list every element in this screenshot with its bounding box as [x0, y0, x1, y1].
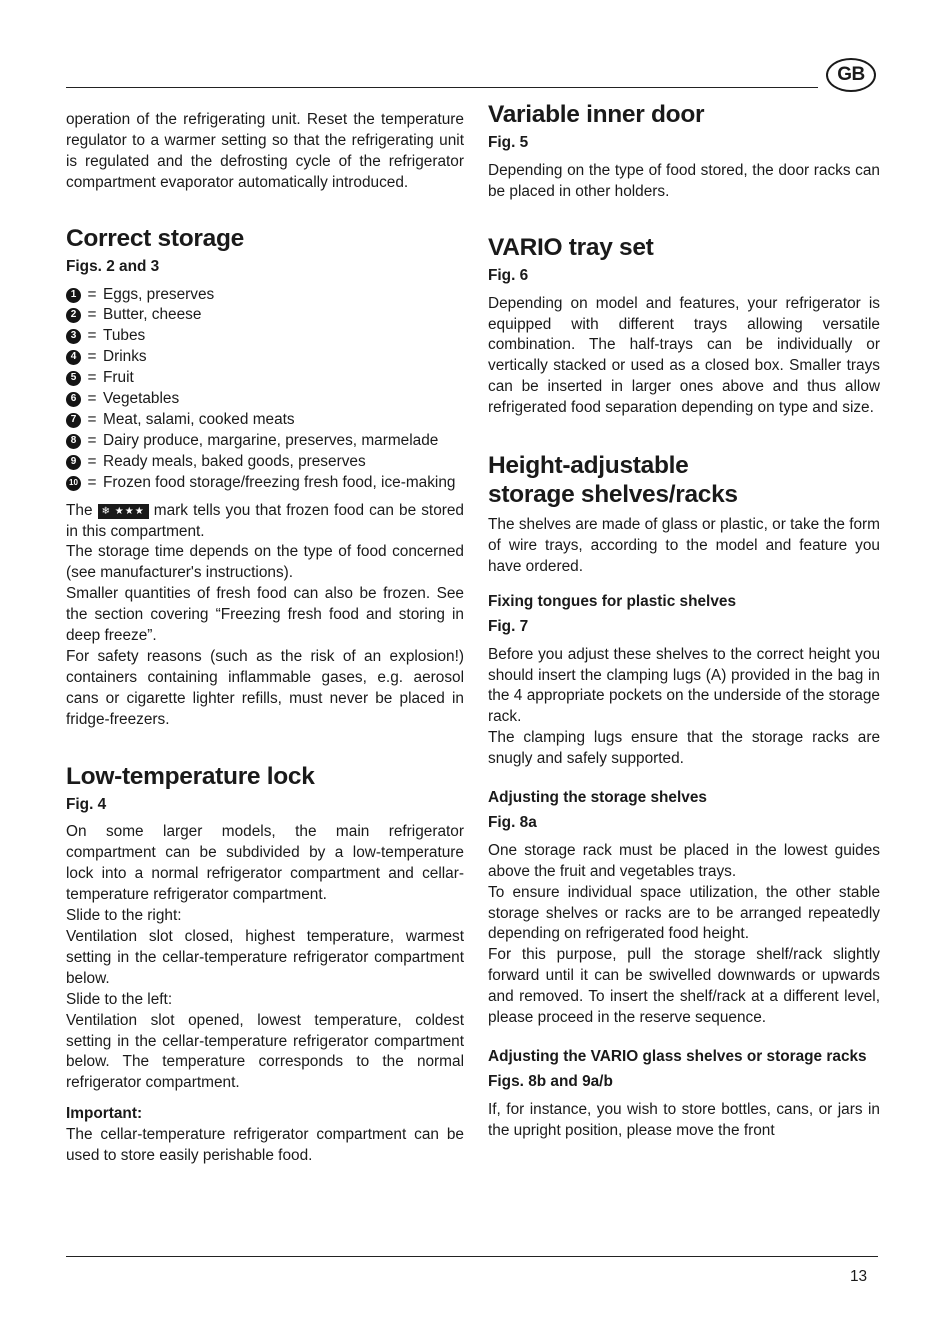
low-temperature-fig: Fig. 4	[66, 795, 107, 813]
legend-item: 1 = Eggs, preserves	[66, 285, 464, 306]
storage-legend	[66, 285, 464, 494]
freezer-mark-paragraph: The ❄ ★★★ mark tells you that frozen food can be stored in this compartment.	[66, 501, 464, 540]
adjusting-vario-text: If, for instance, you wish to store bottles, cans, or jars in the upright position, please move the front	[488, 1100, 880, 1139]
header-rule	[66, 87, 818, 88]
vario-tray-heading: VARIO tray set	[488, 233, 654, 261]
correct-storage-heading: Correct storage	[66, 224, 244, 252]
legend-item: 10 = Frozen food storage/freezing fresh food, ice-making	[66, 473, 464, 494]
right-column	[488, 100, 880, 1142]
smaller-quantities-paragraph: Smaller quantities of fresh food can also be frozen. See the section covering “Freezing fresh food and storing in deep freeze”.	[66, 585, 464, 645]
left-column	[66, 110, 464, 1167]
storage-time-paragraph: The storage time depends on the type of food concerned (see manufacturer's instructions).	[66, 543, 464, 582]
legend-item: 8 = Dairy produce, margarine, preserves, marmelade	[66, 431, 464, 452]
legend-item: 4 = Drinks	[66, 347, 464, 368]
fixing-tongues-p1: Before you adjust these shelves to the correct height you should insert the clamping lugs (A) provided in the bag in the 4 appropriate pockets on the underside of the storage rack.	[488, 645, 880, 726]
four-star-freezer-icon: ❄ ★★★	[98, 504, 149, 519]
important-text: The cellar-temperature refrigerator compartment can be used to store easily perishable food.	[66, 1126, 464, 1165]
footer-rule	[66, 1256, 878, 1257]
number-badge-icon: 8	[66, 434, 81, 449]
important-label: Important:	[66, 1105, 143, 1123]
adjusting-shelves-p3: For this purpose, pull the storage shelf/rack slightly forward until it can be swivelled downwards or upwards and removed. To insert the shelf/rack at a different level, please proceed in the reserve sequence.	[488, 946, 880, 1027]
adjusting-vario-heading: Adjusting the VARIO glass shelves or storage racks	[488, 1048, 867, 1065]
number-badge-icon: 1	[66, 288, 81, 303]
variable-door-heading: Variable inner door	[488, 101, 705, 128]
number-badge-icon: 5	[66, 371, 81, 386]
number-badge-icon: 6	[66, 392, 81, 407]
number-badge-icon: 3	[66, 329, 81, 344]
language-badge: GB	[826, 58, 876, 92]
vario-tray-fig: Fig. 6	[488, 266, 529, 284]
legend-item: 5 = Fruit	[66, 368, 464, 389]
slide-left-label: Slide to the left:	[66, 990, 173, 1008]
height-adjustable-heading-1: Height-adjustable	[488, 452, 689, 480]
slide-right-text: Ventilation slot closed, highest temperature, warmest setting in the cellar-temperature refrigerator compartment below.	[66, 928, 464, 987]
number-badge-icon: 4	[66, 350, 81, 365]
legend-item: 6 = Vegetables	[66, 389, 464, 410]
low-temperature-heading: Low-temperature lock	[66, 762, 315, 790]
number-badge-icon: 9	[66, 455, 81, 470]
variable-door-fig: Fig. 5	[488, 134, 529, 151]
adjusting-shelves-heading: Adjusting the storage shelves	[488, 789, 707, 807]
legend-item: 2 = Butter, cheese	[66, 305, 464, 326]
adjusting-vario-fig: Figs. 8b and 9a/b	[488, 1072, 613, 1090]
fixing-tongues-fig: Fig. 7	[488, 617, 529, 635]
height-adjustable-text: The shelves are made of glass or plastic, or take the form of wire trays, according to the model and feature you have ordered.	[488, 516, 880, 575]
adjusting-shelves-p1: One storage rack must be placed in the lowest guides above the fruit and vegetables trays.	[488, 841, 880, 880]
correct-storage-fig: Figs. 2 and 3	[66, 257, 160, 275]
fixing-tongues-p2: The clamping lugs ensure that the storage racks are snugly and safely supported.	[488, 729, 880, 768]
vario-tray-text: Depending on model and features, your refrigerator is equipped with different trays allowing versatile combination. The half-trays can be individually or vertically stacked or used as a closed box. Smaller trays can be inserted in larger ones above and thus allow refrigerated food separation depending on type and size.	[488, 294, 880, 417]
page-number: 13	[850, 1268, 868, 1285]
intro-paragraph: operation of the refrigerating unit. Reset the temperature regulator to a warmer setting so that the refrigerating unit is regulated and the defrosting cycle of the refrigerator compartment evaporator automatically introduced.	[66, 111, 464, 191]
legend-item: 7 = Meat, salami, cooked meats	[66, 410, 464, 431]
low-temp-intro: On some larger models, the main refrigerator compartment can be subdivided by a low-temperature lock into a normal refrigerator compartment and cellar-temperature refrigerator compartment.	[66, 823, 464, 904]
adjusting-shelves-fig: Fig. 8a	[488, 813, 537, 831]
slide-right-label: Slide to the right:	[66, 907, 182, 925]
safety-paragraph: For safety reasons (such as the risk of an explosion!) containers containing inflammable gases, e.g. aerosol cans or cigarette lighter refills, must never be placed in fridge-freezers.	[66, 647, 464, 728]
height-adjustable-heading-2: storage shelves/racks	[488, 481, 738, 509]
legend-item: 9 = Ready meals, baked goods, preserves	[66, 452, 464, 473]
number-badge-icon: 2	[66, 308, 81, 323]
legend-item: 3 = Tubes	[66, 326, 464, 347]
slide-left-text: Ventilation slot opened, lowest temperature, coldest setting in the cellar-temperature refrigerator compartment below. The temperature corresponds to the normal refrigerator compartment.	[66, 1011, 464, 1092]
fixing-tongues-heading: Fixing tongues for plastic shelves	[488, 592, 737, 610]
adjusting-shelves-p2: To ensure individual space utilization, the other stable storage shelves or racks are to be arranged repeatedly depending on refrigerated food height.	[488, 883, 880, 943]
number-badge-icon: 10	[66, 476, 81, 491]
variable-door-text: Depending on the type of food stored, the door racks can be placed in other holders.	[488, 161, 880, 200]
number-badge-icon: 7	[66, 413, 81, 428]
